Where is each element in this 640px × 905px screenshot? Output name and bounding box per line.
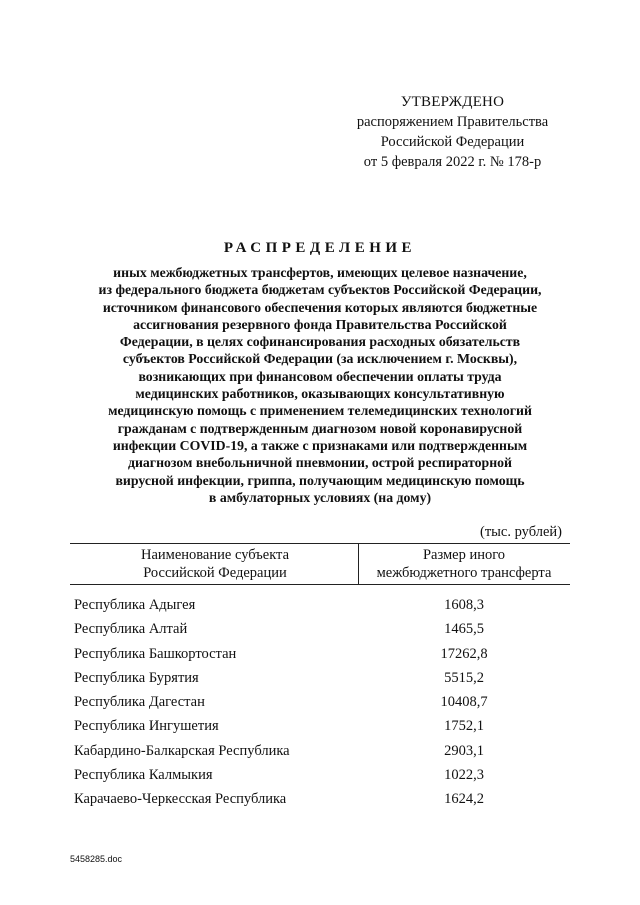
approval-block bbox=[340, 92, 565, 172]
table-row bbox=[74, 646, 570, 670]
subtitle-line: диагнозом внебольничной пневмонии, острой респираторной bbox=[127, 455, 512, 471]
header-line: межбюджетного трансферта bbox=[376, 565, 552, 581]
transfer-amount: 2903,1 bbox=[444, 742, 484, 759]
subtitle-line: источником финансового обеспечения которых являются бюджетные bbox=[102, 299, 538, 315]
table-row bbox=[74, 597, 570, 621]
table-row bbox=[74, 767, 570, 791]
table-row bbox=[74, 694, 570, 718]
subtitle-line: ассигнования резервного фонда Правительства Российской bbox=[133, 316, 507, 332]
subject-name: Республика Бурятия bbox=[74, 669, 199, 686]
header-line: Размер иного bbox=[422, 547, 506, 563]
transfer-amount: 17262,8 bbox=[440, 645, 488, 662]
subtitle-line: медицинскую помощь с применением телемедицинских технологий bbox=[108, 403, 532, 419]
document-subtitle bbox=[70, 264, 570, 506]
subject-name: Республика Адыгея bbox=[74, 597, 196, 613]
subtitle-line: Федерации, в целях софинансирования расходных обязательств bbox=[119, 334, 521, 350]
approval-line: Российской Федерации bbox=[380, 134, 525, 150]
table-header-separator bbox=[358, 543, 359, 584]
subtitle-line: гражданам с подтвержденным диагнозом новой коронавирусной bbox=[117, 420, 523, 436]
subtitle-line: вирусной инфекции, гриппа, получающим медицинскую помощь bbox=[115, 472, 525, 488]
subject-name: Кабардино-Балкарская Республика bbox=[74, 742, 290, 759]
subject-name: Республика Алтай bbox=[74, 621, 188, 638]
subject-name: Республика Башкортостан bbox=[74, 645, 237, 662]
subject-name: Карачаево-Черкесская Республика bbox=[74, 791, 287, 808]
subtitle-line: иных межбюджетных трансфертов, имеющих целевое назначение, bbox=[113, 265, 527, 280]
approval-line: распоряжением Правительства bbox=[356, 114, 549, 130]
table-row bbox=[74, 718, 570, 742]
header-line: Российской Федерации bbox=[143, 565, 287, 581]
subject-name: Республика Калмыкия bbox=[74, 767, 213, 784]
subtitle-line: возникающих при финансовом обеспечении оплаты труда bbox=[138, 368, 502, 384]
approval-heading: УТВЕРЖДЕНО bbox=[400, 94, 505, 110]
file-name-footer: 5458285.doc bbox=[70, 854, 123, 864]
table-row bbox=[74, 621, 570, 645]
subtitle-line: в амбулаторных условиях (на дому) bbox=[208, 489, 432, 505]
subtitle-line: инфекции COVID-19, а также с признаками или подтвержденным bbox=[112, 437, 528, 453]
transfer-amount: 10408,7 bbox=[440, 694, 488, 711]
units-label: (тыс. рублей) bbox=[480, 524, 562, 540]
table-header-subject bbox=[72, 546, 358, 582]
subtitle-line: субъектов Российской Федерации (за исключением г. Москвы), bbox=[122, 351, 518, 367]
table-header-rule bbox=[70, 584, 570, 585]
transfer-amount: 1608,3 bbox=[444, 597, 484, 613]
approval-line: от 5 февраля 2022 г. № 178-р bbox=[363, 154, 542, 170]
subtitle-line: медицинских работников, оказывающих консультативную bbox=[135, 386, 505, 402]
header-line: Наименование субъекта bbox=[140, 547, 290, 563]
transfer-amount: 1022,3 bbox=[444, 767, 484, 784]
table-row bbox=[74, 791, 570, 815]
table-top-rule bbox=[70, 543, 570, 544]
transfer-amount: 5515,2 bbox=[444, 669, 484, 686]
transfer-amount: 1752,1 bbox=[444, 718, 484, 735]
subject-name: Республика Дагестан bbox=[74, 694, 205, 711]
transfer-amount: 1624,2 bbox=[444, 791, 484, 808]
table-row bbox=[74, 670, 570, 694]
subject-name: Республика Ингушетия bbox=[74, 718, 219, 735]
table-row bbox=[74, 743, 570, 767]
transfer-amount: 1465,5 bbox=[444, 621, 484, 638]
document-title: РАСПРЕДЕЛЕНИЕ bbox=[223, 240, 417, 256]
subtitle-line: из федерального бюджета бюджетам субъектов Российской Федерации, bbox=[98, 282, 542, 298]
table-body bbox=[74, 597, 570, 816]
table-header-amount bbox=[360, 546, 568, 582]
